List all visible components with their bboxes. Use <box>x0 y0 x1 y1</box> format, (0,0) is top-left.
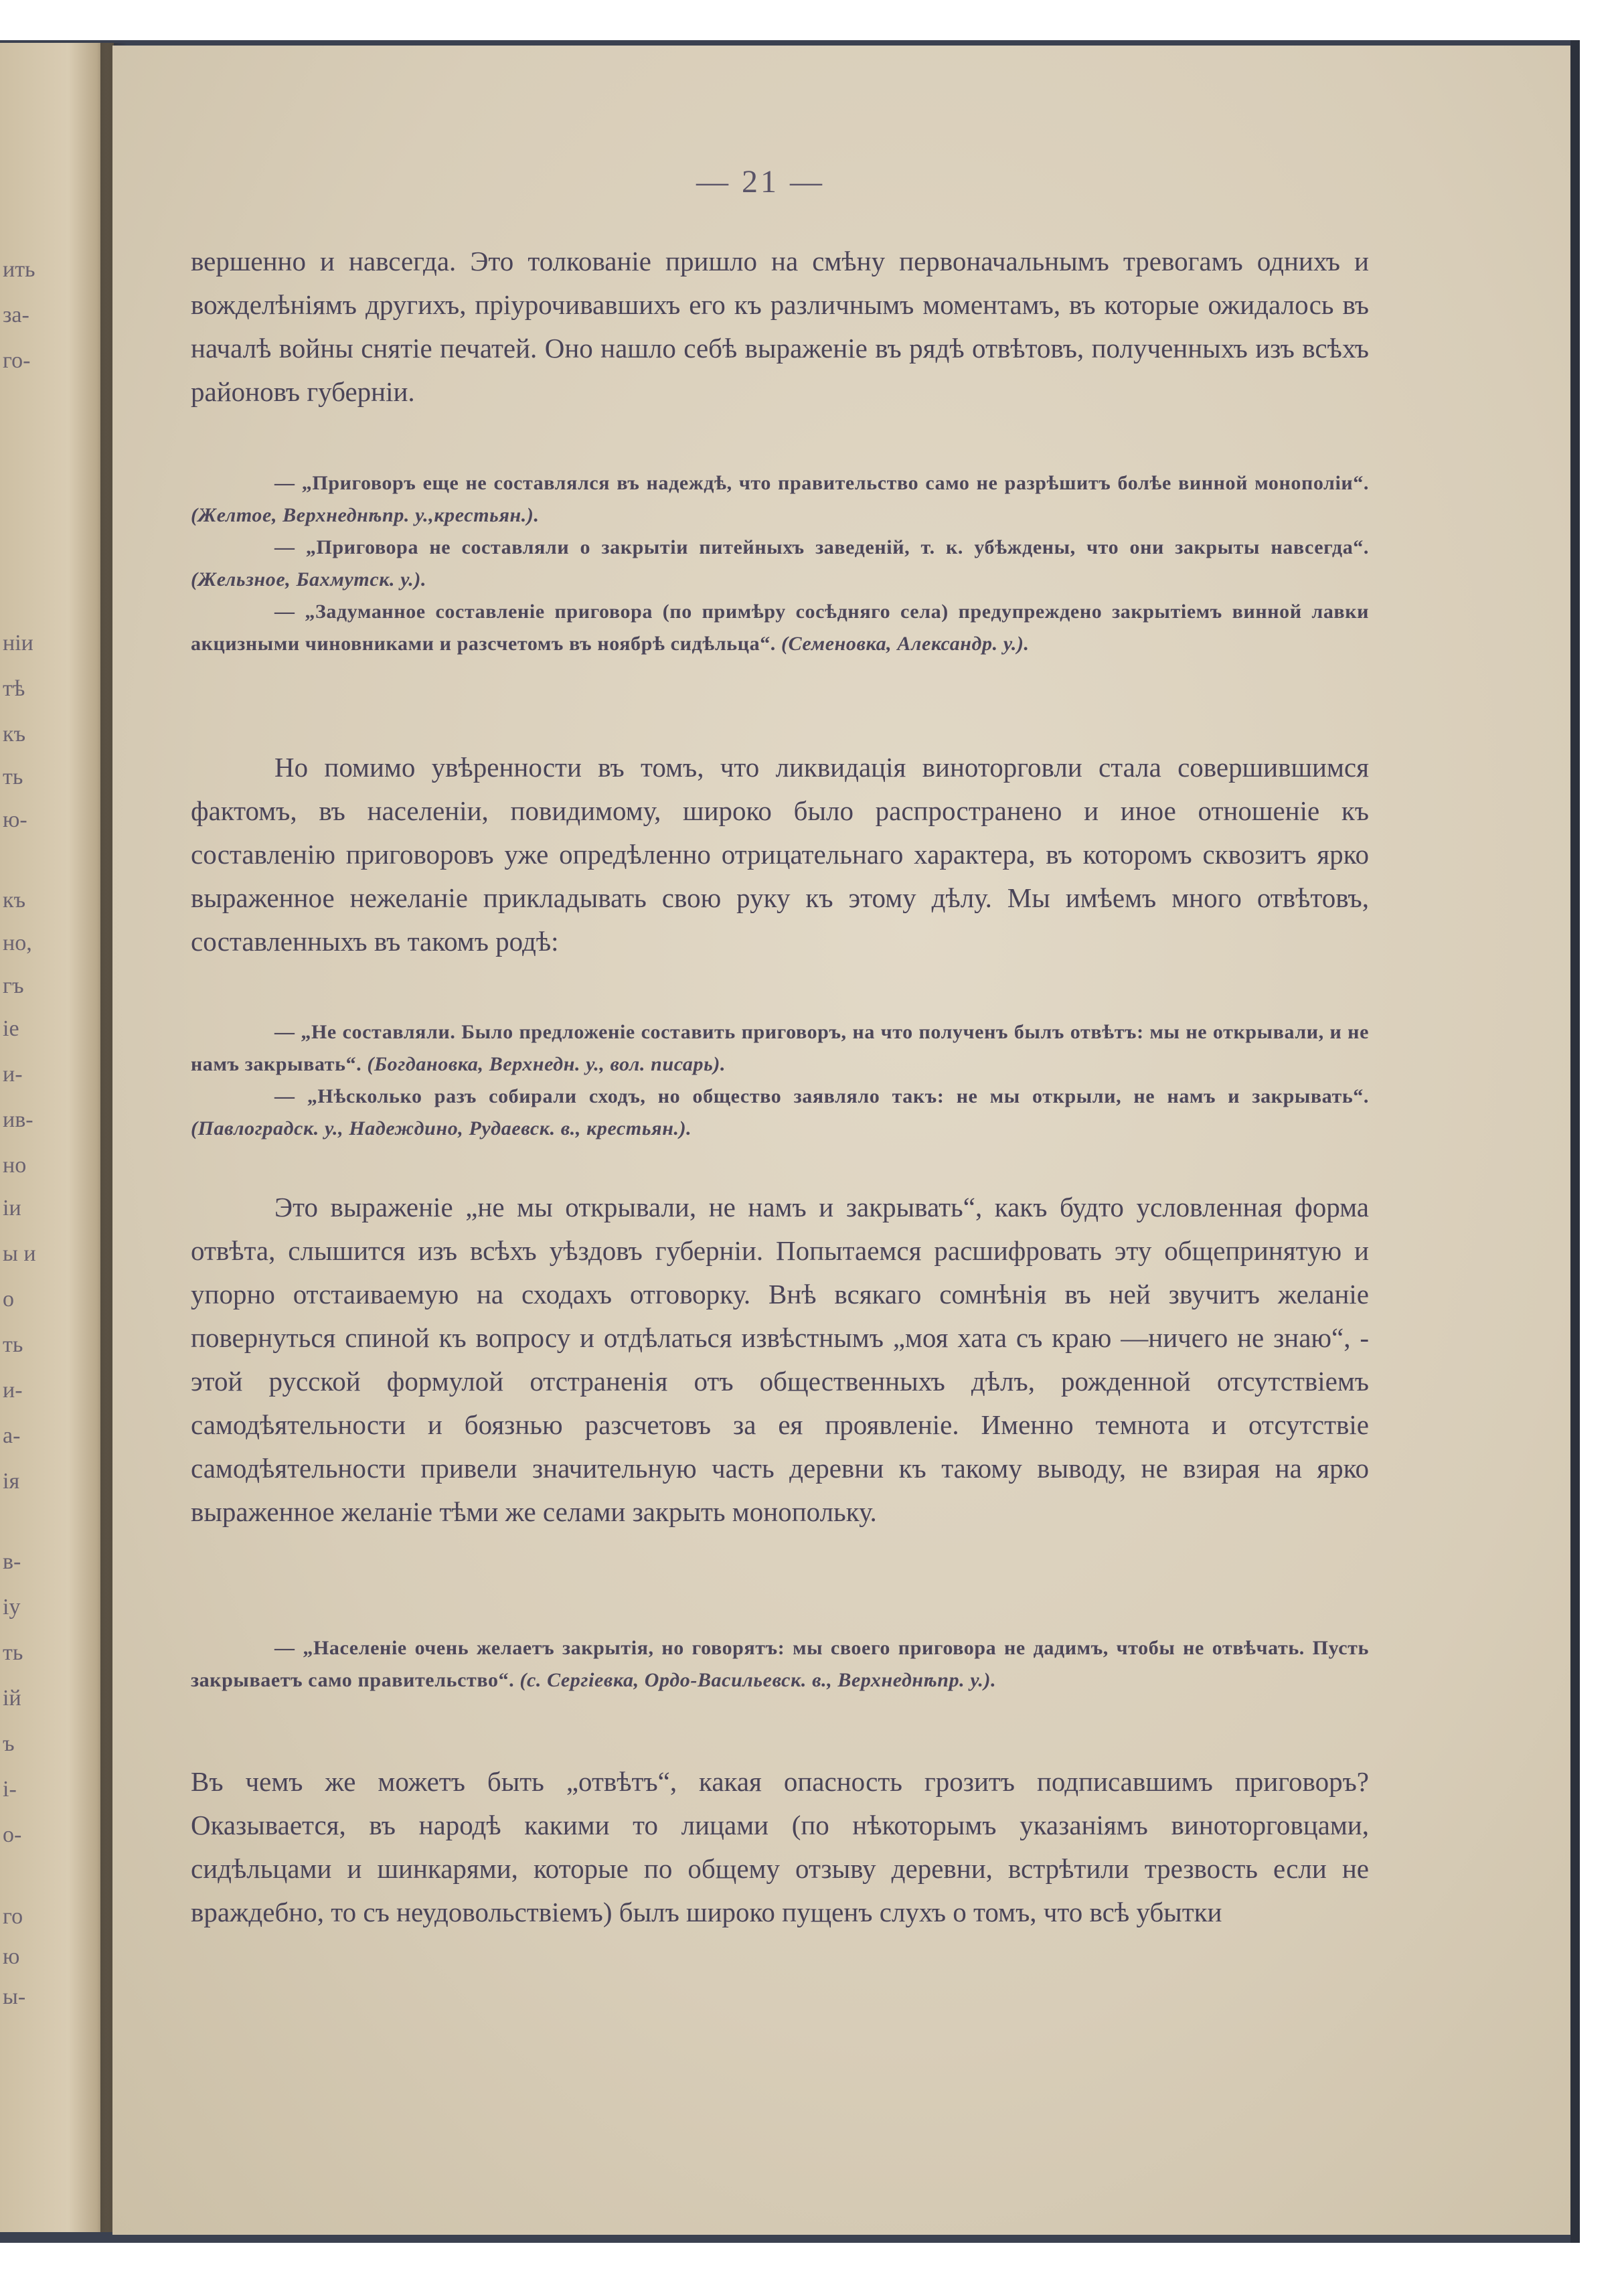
paragraph-1 <box>191 240 1369 414</box>
left-page-line-fragment: іи <box>3 1196 21 1220</box>
left-page-line-fragment: ю <box>3 1944 20 1969</box>
left-page-line-fragment: го <box>3 1904 23 1929</box>
page-number: — 21 — <box>696 164 825 200</box>
quote-source: (Богдановка, Верхнедн. у., вол. писарь). <box>367 1053 726 1075</box>
left-page-fragment <box>0 43 114 2232</box>
quote-text: — „Не составляли. Было предложеніе составить приговоръ, на что полученъ былъ отвѣтъ: мы не открывали, и не намъ закрывать“. <box>191 1021 1369 1075</box>
left-page-line-fragment: іе <box>3 1016 19 1041</box>
quote-text: — „Приговоръ еще не составлялся въ надеждѣ, что правительство само не разрѣшитъ болѣе винной монополіи“. <box>274 472 1369 494</box>
left-page-line-fragment: ть <box>3 765 23 789</box>
quote-entry <box>191 596 1369 660</box>
paragraph-2-text: Но помимо увѣренности въ томъ, что ликвидація виноторговли стала совершившимся фактомъ, въ населеніи, повидимому, широко было распространено и иное отношеніе къ составленію приговоровъ уже опредѣленно отрицательнаго характера, въ которомъ сквозитъ ярко выраженное нежеланіе прикладывать свою руку къ этому дѣлу. Мы имѣемъ много отвѣтовъ, составленныхъ въ такомъ родѣ: <box>191 752 1369 957</box>
left-page-line-fragment: о <box>3 1287 14 1312</box>
left-page-line-fragment: но <box>3 1153 27 1178</box>
left-page-line-fragment: ы и <box>3 1241 36 1266</box>
left-page-line-fragment: къ <box>3 888 26 913</box>
quote-text: — „Нѣсколько разъ собирали сходъ, но общество заявляло такъ: не мы открыли, не намъ и закрывать“. <box>274 1085 1369 1107</box>
quote-source: (с. Сергіевка, Ордо-Васильевск. в., Верхнеднѣпр. у.). <box>519 1669 997 1691</box>
quote-block-1 <box>191 467 1369 660</box>
quote-source: (Семеновка, Александр. у.). <box>781 633 1030 655</box>
quote-block-2 <box>191 1016 1369 1145</box>
left-page-line-fragment: но, <box>3 931 32 955</box>
quote-source: (Павлоградск. у., Надеждино, Рудаевск. в., крестьян.). <box>191 1117 692 1139</box>
left-page-line-fragment: ъ <box>3 1731 15 1756</box>
left-page-line-fragment: ій <box>3 1686 21 1711</box>
left-page-line-fragment: ть <box>3 1640 23 1665</box>
left-page-line-fragment: къ <box>3 722 26 746</box>
paragraph-3-text: Это выраженіе „не мы открывали, не намъ и закрывать“, какъ будто условленная форма отвѣта, слышится изъ всѣхъ уѣздовъ губерніи. Попытаемся расшифровать эту общепринятую и упорно отстаиваемую на сходахъ отговорку. Внѣ всякаго сомнѣнія въ ней звучитъ желаніе повернуться спиной къ вопросу и отдѣлаться извѣстнымъ „моя хата съ краю —ничего не знаю“, - этой русской формулой отстраненія отъ общественныхъ дѣлъ, рожденной отсутствіемъ самодѣятельности и боязнью разсчетовъ за ея проявленіе. Именно темнота и отсутствіе самодѣятельности привели значительную часть деревни къ такому выводу, не взирая на ярко выраженное желаніе тѣми же селами закрыть монопольку. <box>191 1192 1369 1527</box>
left-page-line-fragment: ія <box>3 1469 20 1494</box>
left-page-line-fragment: в- <box>3 1549 21 1574</box>
left-page-line-fragment: ив- <box>3 1107 33 1132</box>
left-page-line-fragment: ть <box>3 1332 23 1357</box>
left-page-line-fragment: и- <box>3 1062 23 1087</box>
quote-entry <box>191 467 1369 532</box>
paragraph-4 <box>191 1760 1369 1934</box>
left-page-line-fragment: тѣ <box>3 676 25 701</box>
quote-source: (Желтое, Верхнеднѣпр. у.,крестьян.). <box>191 504 540 526</box>
quote-entry <box>191 532 1369 596</box>
paragraph-3 <box>191 1186 1369 1534</box>
paragraph-1-text: вершенно и навсегда. Это толкованіе пришло на смѣну первоначальнымъ тревогамъ однихъ и вожделѣніямъ другихъ, пріурочивавшихъ его къ различнымъ моментамъ, въ которые ожидалось въ началѣ войны снятіе печатей. Оно нашло себѣ выраженіе въ рядѣ отвѣтовъ, полученныхъ изъ всѣхъ районовъ губерніи. <box>191 246 1369 407</box>
left-page-line-fragment: за- <box>3 303 29 327</box>
paragraph-4-text: Въ чемъ же можетъ быть „отвѣтъ“, какая опасность грозитъ подписавшимъ приговоръ? Оказывается, въ народѣ какими то лицами (по нѣкоторымъ указаніямъ виноторговцами, сидѣльцами и шинкарями, которые по общему отзыву деревни, встрѣтили трезвость если не враждебно, то съ неудовольствіемъ) былъ широко пущенъ слухъ о томъ, что всѣ убытки <box>191 1766 1369 1927</box>
left-page-line-fragment: а- <box>3 1423 21 1448</box>
left-page-line-fragment: гъ <box>3 973 24 998</box>
quote-entry <box>191 1081 1369 1145</box>
quote-text: — „Населеніе очень желаетъ закрытія, но говорятъ: мы своего приговора не дадимъ, чтобы не отвѣчать. Пусть закрываетъ само правительство“. <box>191 1637 1369 1691</box>
left-page-line-fragment: ю- <box>3 807 27 832</box>
quote-text: — „Приговора не составляли о закрытіи питейныхъ заведеній, т. к. убѣждены, что они закрыты навсегда“. <box>274 536 1369 558</box>
left-page-line-fragment: о- <box>3 1822 22 1847</box>
left-page-line-fragment: ы- <box>3 1984 26 2009</box>
quote-entry <box>191 1016 1369 1081</box>
left-page-line-fragment: и- <box>3 1378 23 1403</box>
page-edge <box>1570 40 1580 2243</box>
quote-entry <box>191 1632 1369 1697</box>
quote-source: (Жельзное, Бахмутск. у.). <box>191 568 427 590</box>
quote-text: — „Задуманное составленіе приговора (по примѣру сосѣдняго села) предупреждено закрытіемъ винной лавки акцизными чиновниками и разсчетомъ въ ноябрѣ сидѣльца“. <box>191 601 1369 655</box>
left-page-line-fragment: іу <box>3 1595 21 1620</box>
paragraph-2 <box>191 746 1369 963</box>
left-page-line-fragment: ніи <box>3 631 33 655</box>
left-page-line-fragment: го- <box>3 348 31 373</box>
left-page-line-fragment: і- <box>3 1777 17 1802</box>
quote-block-3 <box>191 1632 1369 1697</box>
left-page-line-fragment: ить <box>3 257 35 282</box>
